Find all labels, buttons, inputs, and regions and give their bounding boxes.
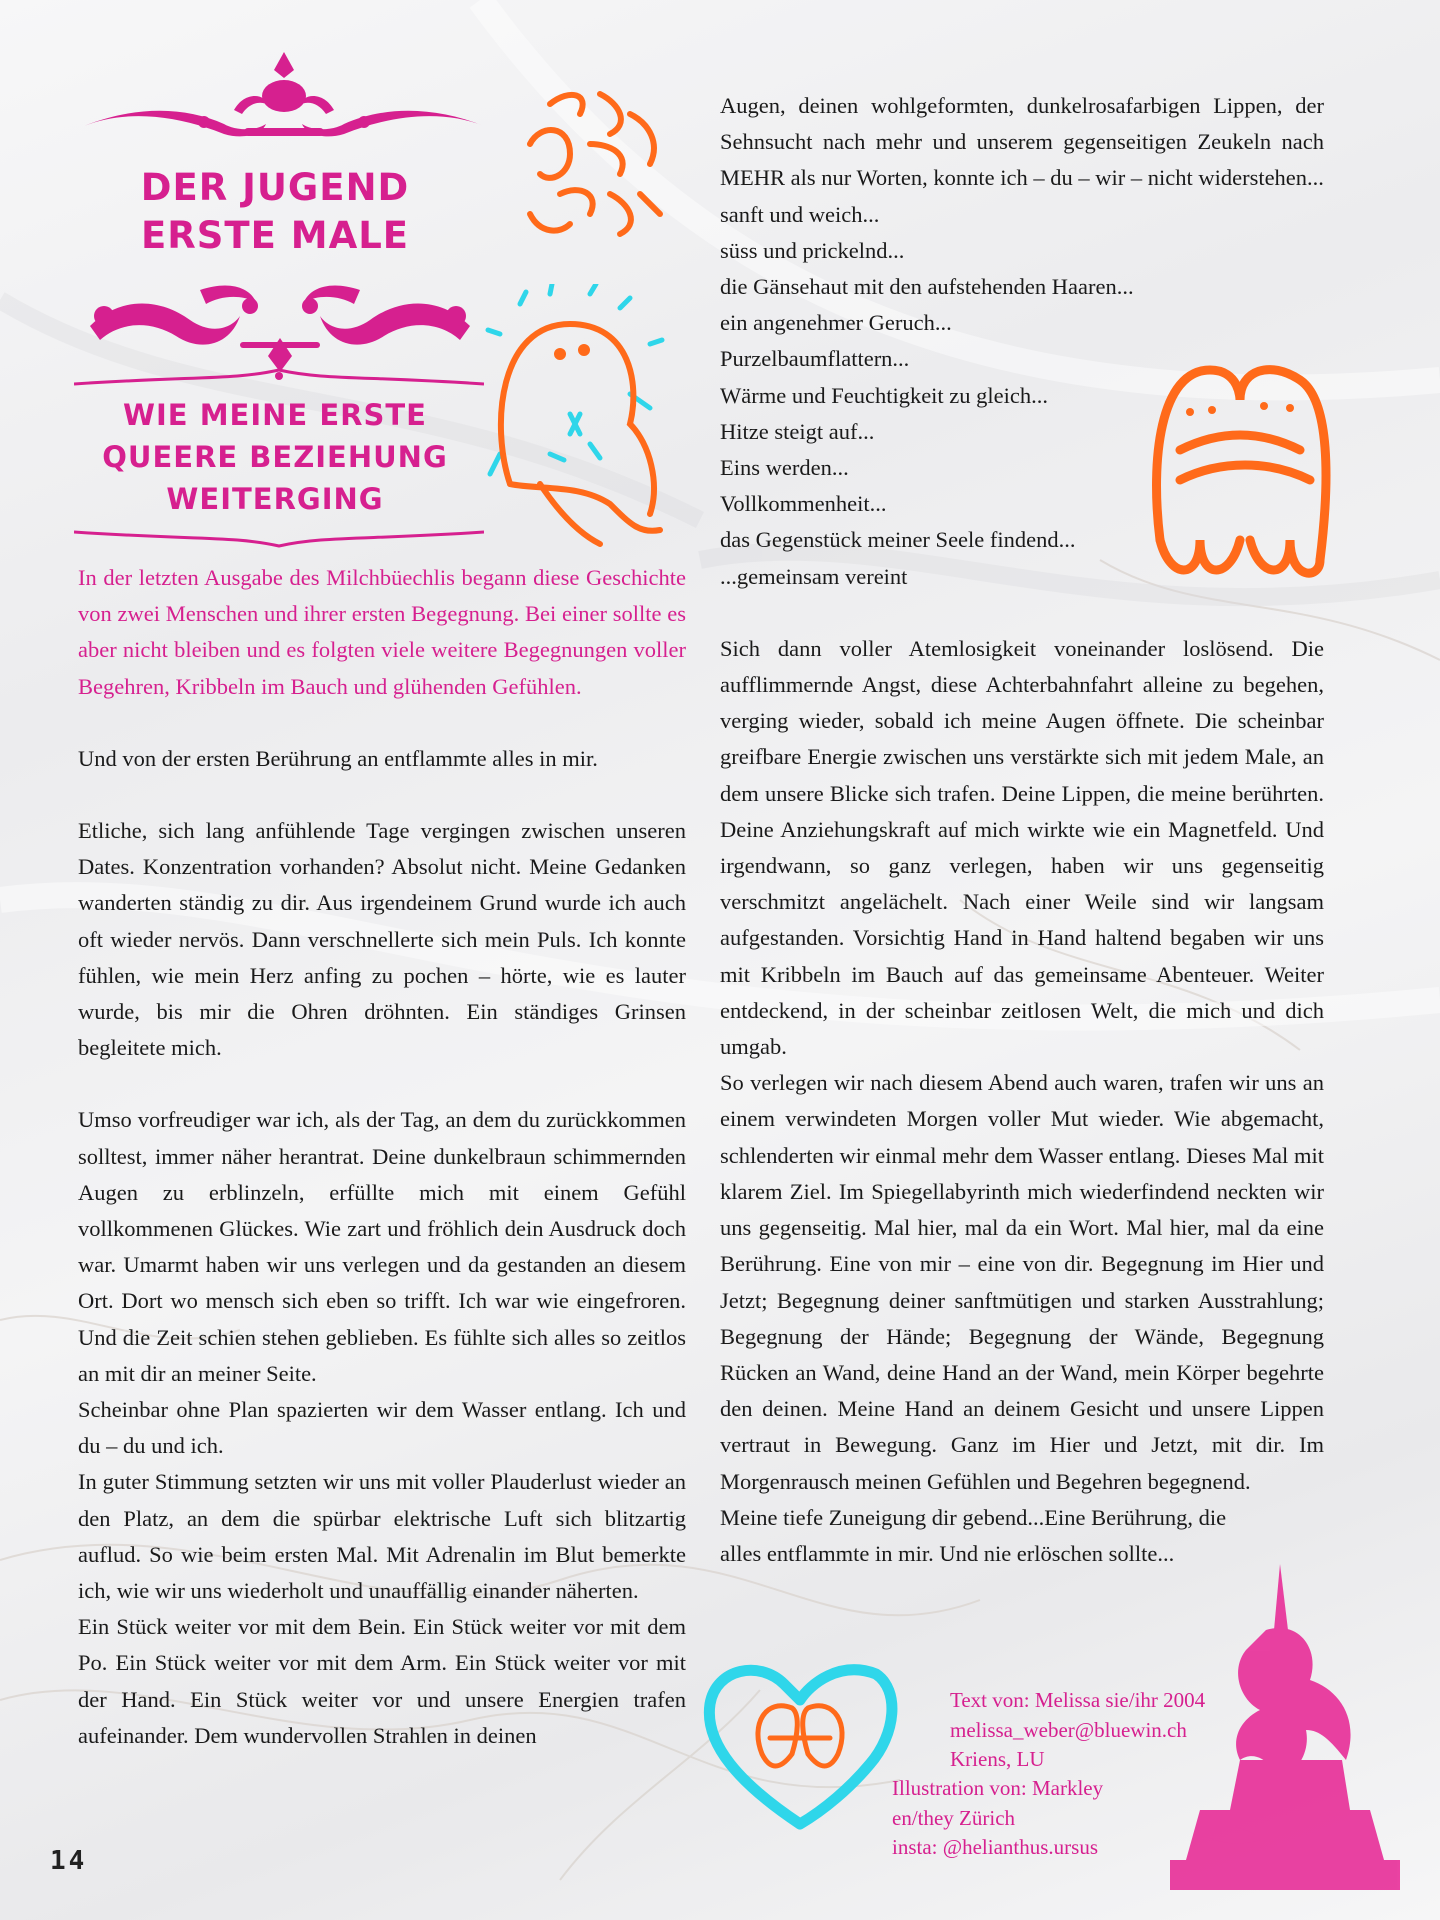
subtitle-line-2: QUEERE BEZIEHUNG (102, 440, 448, 474)
poem-line: Vollkommenheit... (720, 491, 887, 517)
poem-line: Eins werden... (720, 455, 849, 481)
illustrator: Illustration von: Markley (892, 1776, 1104, 1800)
left-paragraph-6: Ein Stück weiter vor mit dem Bein. Ein Stück weiter vor mit dem Po. Ein Stück weiter vor mit dem Arm. Ein Stück weiter vor mit der Hand. Ein Stück weiter vor und unsere Energien trafen aufeinander. Dem wundervollen Strahlen in deinen (78, 1614, 686, 1748)
orange-scribble-illustration (510, 84, 670, 244)
poem-line: ein angenehmer Geruch... (720, 310, 952, 336)
right-paragraph-4-line-1: Meine tiefe Zuneigung dir gebend...Eine Berührung, die (720, 1504, 1227, 1530)
left-paragraph-3: Umso vorfreudiger war ich, als der Tag, an dem du zurückkommen solltest, immer näher herantrat. Deine dunkelbraun schimmernden Augen zu erblinzeln, erfüllte mich mit einem Gefühl vollkommenen Glückes. Wie zart und fröhlich dein Ausdruck doch war. Umarmt haben wir uns verlegen und da gestanden an diesem Ort. Dort wo mensch sich eben so trifft. Ich war wie eingefroren. Und die Zeit schien stehen geblieben. Es fühlte sich alles so zeitlos an mit dir an meiner Seite. (78, 1107, 686, 1386)
ghost-figure-illustration (480, 284, 690, 554)
poem-line: das Gegenstück meiner Seele findend... (720, 527, 1076, 553)
intro-paragraph: In der letzten Ausgabe des Milchbüechlis begann diese Geschichte von zwei Menschen und ihrer ersten Begegnung. Bei einer sollte es aber nicht bleiben und es folgten viele weitere Begegnungen voller Begehren, Kribbeln im Bauch und glühenden Gefühlen. (78, 565, 686, 699)
illustration-credits (892, 1774, 1192, 1863)
middle-ornament (80, 276, 480, 376)
illustrator-pronouns: en/they Zürich (892, 1805, 1016, 1830)
page-number: 14 (50, 1846, 88, 1876)
left-paragraph-4: Scheinbar ohne Plan spazierten wir dem Wasser entlang. Ich und du – du und ich. (78, 1397, 686, 1459)
poem-lines (720, 197, 1324, 595)
poem-line: die Gänsehaut mit den aufstehenden Haaren... (720, 274, 1134, 300)
right-paragraph-4-line-2: alles entflammte in mir. Und nie erlöschen sollte... (720, 1540, 1175, 1566)
illustrator-instagram: insta: @helianthus.ursus (892, 1835, 1098, 1859)
subtitle-line-1: WIE MEINE ERSTE (123, 398, 427, 432)
right-paragraph-1: Augen, deinen wohlgeformten, dunkelrosafarbigen Lippen, der Sehnsucht nach mehr und unserem gegenseitigen Zeukeln nach MEHR als nur Worten, konnte ich – du – wir – nicht widerstehen... (720, 93, 1324, 191)
text-author: Text von: Melissa sie/ihr 2004 (950, 1688, 1206, 1712)
author-location: Kriens, LU (950, 1747, 1045, 1771)
left-paragraph-5: In guter Stimmung setzten wir uns mit voller Plauderlust wieder an den Platz, an dem die spürbar elektrische Luft sich blitzartig auflud. So wie beim ersten Mal. Mit Adrenalin im Blut bemerkte ich, wie wir uns wiederholt und unauffällig einander näherten. (78, 1469, 686, 1604)
right-paragraph-2: Sich dann voller Atemlosigkeit voneinander loslösend. Die aufflimmernde Angst, diese Achterbahnfahrt alleine zu begehen, verging wieder, sobald ich meine Augen öffnete. Die scheinbar greifbare Energie zwischen uns verstärkte sich mit jedem Male, an dem unsere Blicke sich trafen. Deine Lippen, die meine berührten. Deine Anziehungskraft auf mich wirkte wie ein Magnetfeld. Und irgendwann, so ganz verlegen, haben wir uns gegenseitig verschmitzt angelächelt. Nach einer Weile sind wir langsam aufgestanden. Vorsichtig Hand in Hand haltend begaben wir uns mit Kribbeln im Bauch auf das gemeinsame Abenteuer. Weiter entdeckend, in der scheinbar zeitlosen Welt, die mich und dich umgab. (720, 635, 1324, 1060)
right-column (720, 88, 1324, 1572)
author-email: melissa_weber@bluewin.ch (950, 1717, 1187, 1742)
heart-illustration (700, 1654, 900, 1834)
poem-line: ...gemeinsam vereint (720, 563, 908, 589)
subtitle-line-3: WEITERGING (166, 482, 384, 516)
top-ornament (84, 48, 484, 148)
left-paragraph-2: Etliche, sich lang anfühlende Tage vergingen zwischen unseren Dates. Konzentration vorhanden? Absolut nicht. Meine Gedanken wanderten ständig zu dir. Aus irgendeinem Grund wurde ich auch oft wieder nervös. Dann verschnellerte sich mein Puls. Ich konnte fühlen, wie mein Herz anfing zu pochen – hörte, wie es lauter wurde, bis mir die Ohren dröhnten. Ein ständiges Grinsen begleitete mich. (78, 818, 686, 1061)
poem-line: süss und prickelnd... (720, 237, 905, 263)
poem-line: Purzelbaumflattern... (720, 346, 910, 372)
unicorn-statue-illustration (1170, 1560, 1400, 1890)
title-line-2: ERSTE MALE (140, 214, 410, 257)
left-paragraph-1: Und von der ersten Berührung an entflammte alles in mir. (78, 745, 598, 771)
poem-line: Wärme und Feuchtigkeit zu gleich... (720, 382, 1049, 408)
title-line-1: DER JUGEND (140, 166, 410, 209)
poem-line: Hitze steigt auf... (720, 418, 875, 444)
poem-line: sanft und weich... (720, 201, 880, 227)
left-column (78, 560, 686, 1754)
page-subtitle (80, 394, 470, 520)
page-title (100, 164, 450, 260)
right-paragraph-3: So verlegen wir nach diesem Abend auch waren, trafen wir uns an einem verwindeten Morgen voller Mut wieder. Wie abgemacht, schlenderten wir einmal mehr dem Wasser entlang. Dieses Mal mit klarem Ziel. Im Spiegellabyrinth mich wiederfindend neckten wir uns gegenseitig. Mal hier, mal da ein Wort. Mal hier, mal da eine Berührung. Eine von mir – eine von dir. Begegnung im Hier und Jetzt; Begegnung deiner sanftmütigen und starken Ausstrahlung; Begegnung der Hände; Begegnung der Wände, Begegnung Rücken an Wand, deine Hand an der Wand, mein Körper begehrte den deinen. Meine Hand an deinem Gesicht und unsere Lippen vertraut in Bewegung. Ganz im Hier und Jetzt, mit dir. Im Morgenrausch meinen Gefühlen und Begehren begegnend. (720, 1070, 1324, 1494)
